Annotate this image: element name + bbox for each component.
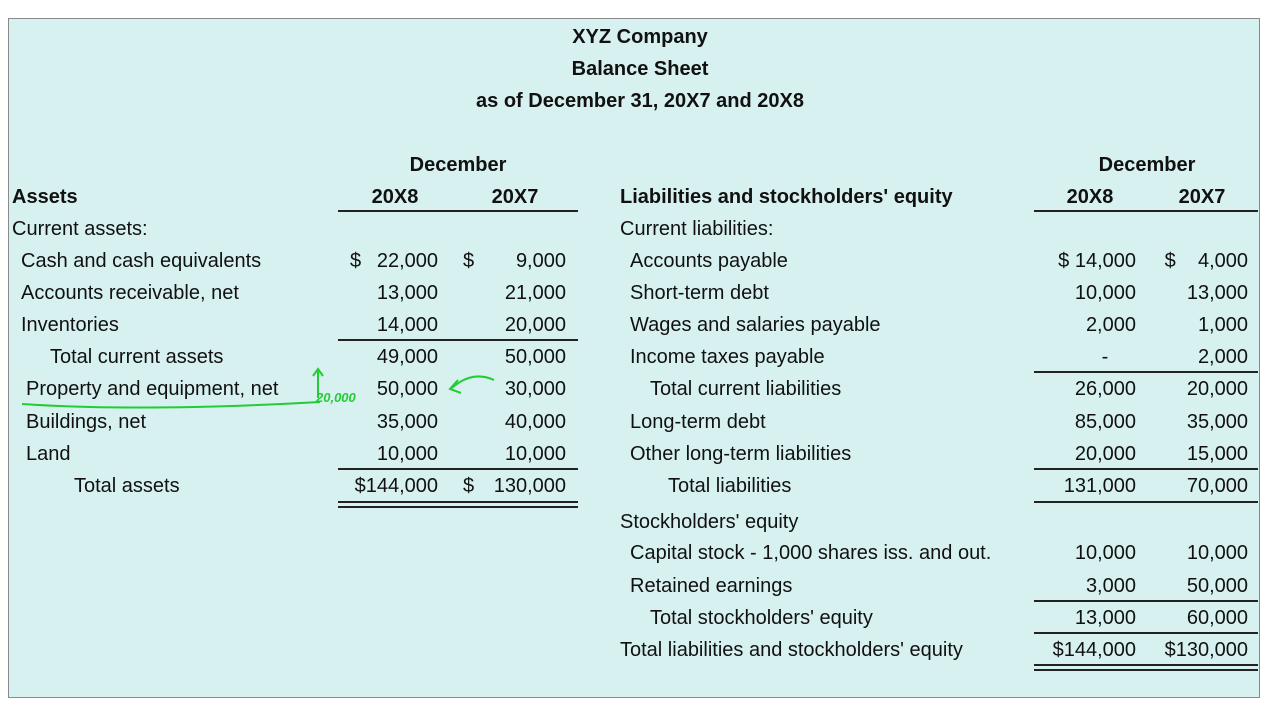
liab-value-prior: 60,000 xyxy=(1186,607,1248,629)
liab-year-prior: 20X7 xyxy=(1178,186,1226,208)
statement-title: Balance Sheet xyxy=(571,58,709,80)
asset-value-prior: 20,000 xyxy=(504,314,566,336)
liab-value-current: 10,000 xyxy=(1074,282,1136,304)
equity-subtotal-rule xyxy=(1034,600,1258,602)
liab-value-current: - xyxy=(1101,346,1109,368)
liab-value-current: 85,000 xyxy=(1074,411,1136,433)
assets-year-prior: 20X7 xyxy=(491,186,539,208)
asset-dollar-sign: $ xyxy=(350,250,362,272)
asset-value-current: 50,000 xyxy=(376,378,438,400)
liab-value-prior: 13,000 xyxy=(1186,282,1248,304)
assets-month-header: December xyxy=(409,154,507,176)
asset-value-current: 22,000 xyxy=(376,250,438,272)
liab-double-rule xyxy=(1034,664,1258,671)
liab-total-rule xyxy=(1034,468,1258,470)
asset-value-prior: 30,000 xyxy=(504,378,566,400)
asset-row-label: Total assets xyxy=(74,475,180,497)
asset-row-label: Buildings, net xyxy=(26,411,147,433)
handwritten-note: 20,000 xyxy=(316,390,356,405)
asset-dollar-sign: $ xyxy=(463,475,475,497)
liab-value-prior: $130,000 xyxy=(1164,639,1248,661)
liab-value-current: 3,000 xyxy=(1085,575,1136,597)
asset-row-label: Inventories xyxy=(21,314,119,336)
liab-value-prior: 1,000 xyxy=(1197,314,1248,336)
liabilities-title: Liabilities and stockholders' equity xyxy=(620,186,953,208)
asset-value-current: 10,000 xyxy=(376,443,438,465)
liab-subtotal-rule xyxy=(1034,371,1258,373)
asset-value-prior: 9,000 xyxy=(515,250,566,272)
liab-value-prior: 15,000 xyxy=(1186,443,1248,465)
assets-subtotal-rule xyxy=(338,339,578,341)
liab-value-prior: $ 4,000 xyxy=(1164,250,1248,272)
asset-row-label: Cash and cash equivalents xyxy=(21,250,262,272)
assets-title: Assets xyxy=(12,186,78,208)
liab-row-label: Short-term debt xyxy=(630,282,769,304)
asset-value-prior: 40,000 xyxy=(504,411,566,433)
liab-value-current: 2,000 xyxy=(1085,314,1136,336)
liab-row-label: Capital stock - 1,000 shares iss. and out. xyxy=(630,542,992,564)
liab-value-current: 20,000 xyxy=(1074,443,1136,465)
asset-row-label: Property and equipment, net xyxy=(26,378,279,400)
liab-row-label: Wages and salaries payable xyxy=(630,314,881,336)
asset-value-current: 14,000 xyxy=(376,314,438,336)
liab-value-current: 131,000 xyxy=(1063,475,1136,497)
liab-header-rule xyxy=(1034,210,1258,212)
asset-value-prior: 10,000 xyxy=(504,443,566,465)
asset-value-prior: 130,000 xyxy=(493,475,566,497)
liab-value-prior: 2,000 xyxy=(1197,346,1248,368)
liab-value-prior: 35,000 xyxy=(1186,411,1248,433)
liab-value-prior: 20,000 xyxy=(1186,378,1248,400)
liab-value-prior: 10,000 xyxy=(1186,542,1248,564)
liab-month-header: December xyxy=(1098,154,1196,176)
asset-value-prior: 50,000 xyxy=(504,346,566,368)
asset-row-label: Total current assets xyxy=(50,346,224,368)
asset-value-prior: 21,000 xyxy=(504,282,566,304)
asset-dollar-sign: $ xyxy=(463,250,475,272)
asset-value-current: $144,000 xyxy=(354,475,438,497)
assets-total-rule xyxy=(338,468,578,470)
equity-total-rule xyxy=(1034,632,1258,634)
liab-year-current: 20X8 xyxy=(1066,186,1114,208)
liab-row-label: Total liabilities xyxy=(668,475,792,497)
equity-section-label: Stockholders' equity xyxy=(620,511,799,533)
statement-date: as of December 31, 20X7 and 20X8 xyxy=(476,90,804,112)
asset-row-label: Accounts receivable, net xyxy=(21,282,239,304)
assets-double-rule xyxy=(338,501,578,508)
liab-value-current: 26,000 xyxy=(1074,378,1136,400)
liab-row-label: Total liabilities and stockholders' equity xyxy=(620,639,963,661)
assets-header-rule xyxy=(338,210,578,212)
liab-value-current: 13,000 xyxy=(1074,607,1136,629)
asset-value-current: 35,000 xyxy=(376,411,438,433)
current-assets-label: Current assets: xyxy=(12,218,148,240)
liab-row-label: Other long-term liabilities xyxy=(630,443,852,465)
liab-row-label: Long-term debt xyxy=(630,411,766,433)
liab-row-label: Total stockholders' equity xyxy=(650,607,873,629)
liab-row-label: Total current liabilities xyxy=(650,378,842,400)
liab-value-current: $ 14,000 xyxy=(1058,250,1136,272)
asset-value-current: 13,000 xyxy=(376,282,438,304)
liab-value-current: 10,000 xyxy=(1074,542,1136,564)
liab-value-current: $144,000 xyxy=(1052,639,1136,661)
liab-row-label: Accounts payable xyxy=(630,250,788,272)
asset-row-label: Land xyxy=(26,443,71,465)
current-liabilities-label: Current liabilities: xyxy=(620,218,774,240)
liab-row-label: Retained earnings xyxy=(630,575,793,597)
liab-value-prior: 70,000 xyxy=(1186,475,1248,497)
liab-row-label: Income taxes payable xyxy=(630,346,825,368)
company-name: XYZ Company xyxy=(572,26,708,48)
asset-value-current: 49,000 xyxy=(376,346,438,368)
liab-value-prior: 50,000 xyxy=(1186,575,1248,597)
assets-year-current: 20X8 xyxy=(371,186,419,208)
liab-total-underline xyxy=(1034,501,1258,503)
